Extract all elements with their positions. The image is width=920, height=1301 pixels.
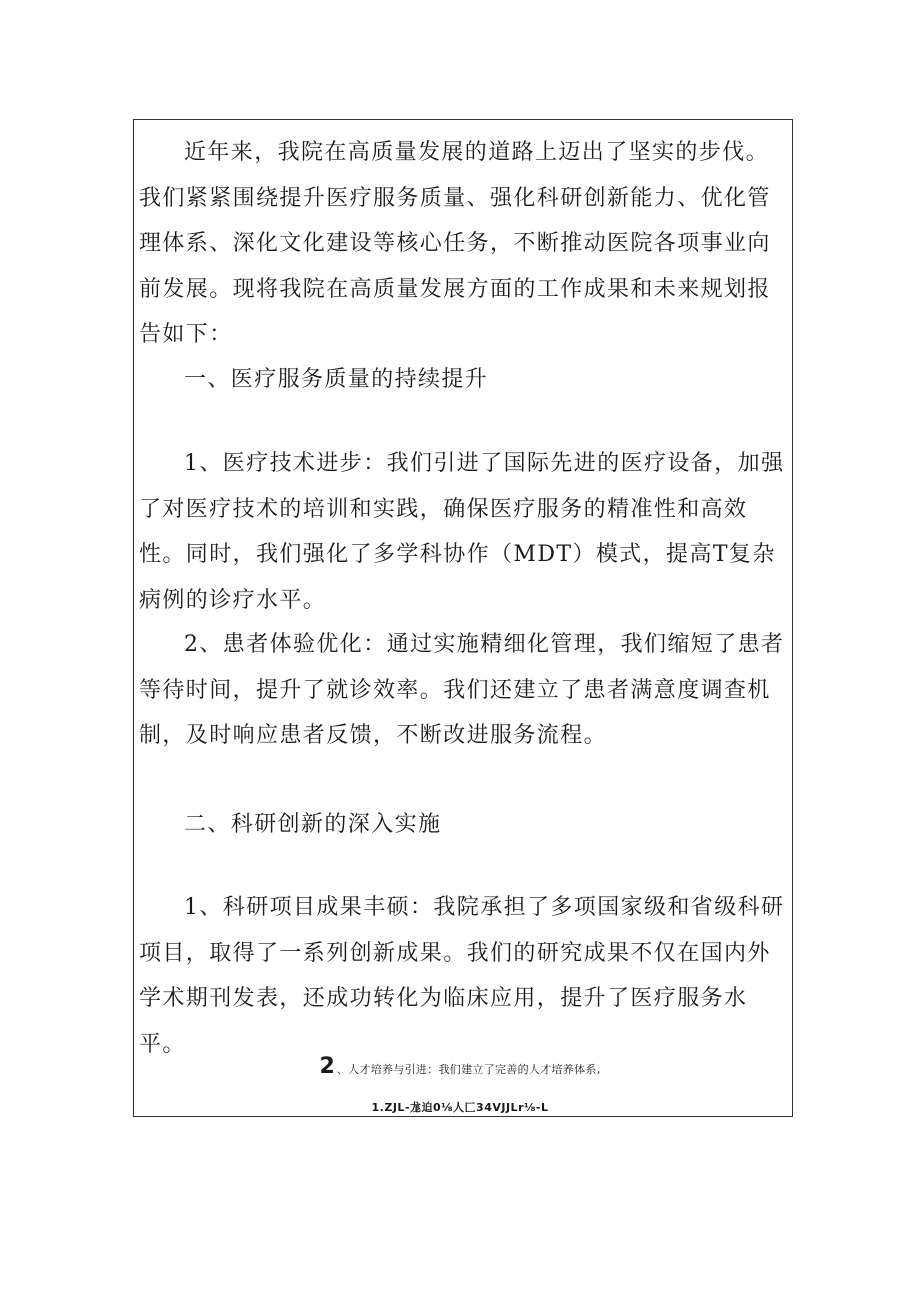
section-1-heading: 一、医疗服务质量的持续提升 (184, 367, 489, 392)
section-1-item-2: 2、患者体验优化：通过实施精细化管理，我们缩短了患者等待时间，提升了就诊效率。我们还建立了患者满意度调查机制，及时响应患者反馈，不断改进服务流程。 (139, 632, 785, 748)
section-1-item-1: 1、医疗技术进步：我们引进了国际先进的医疗设备，加强了对医疗技术的培训和实践，确保医疗服务的精准性和高效性。同时，我们强化了多学科协作（MDT）模式，提高T复杂病例的诊疗水平。 (139, 451, 785, 613)
garbled-text-line: 1.ZJL-尨迫0⅛人匚34VJJLr⅛-L (371, 1101, 549, 1114)
section-2-item-2-line (0, 1052, 920, 1085)
section-2-heading: 二、科研创新的深入实施 (184, 812, 442, 837)
section-2-item-1: 1、科研项目成果丰硕：我院承担了多项国家级和省级科研项目，取得了一系列创新成果。我们的研究成果不仅在国内外学术期刊发表，还成功转化为临床应用，提升了医疗服务水平。 (139, 895, 785, 1057)
item-number: 2 (319, 1054, 335, 1079)
item-text: 、人才培养与引进：我们建立了完善的人才培养体系, (336, 1063, 601, 1076)
intro-paragraph: 近年来，我院在高质量发展的道路上迈出了坚实的步伐。我们紧紧围绕提升医疗服务质量、强化科研创新能力、优化管理体系、深化文化建设等核心任务，不断推动医院各项事业向前发展。现将我院在高质量发展方面的工作成果和未来规划报告如下： (139, 140, 771, 347)
